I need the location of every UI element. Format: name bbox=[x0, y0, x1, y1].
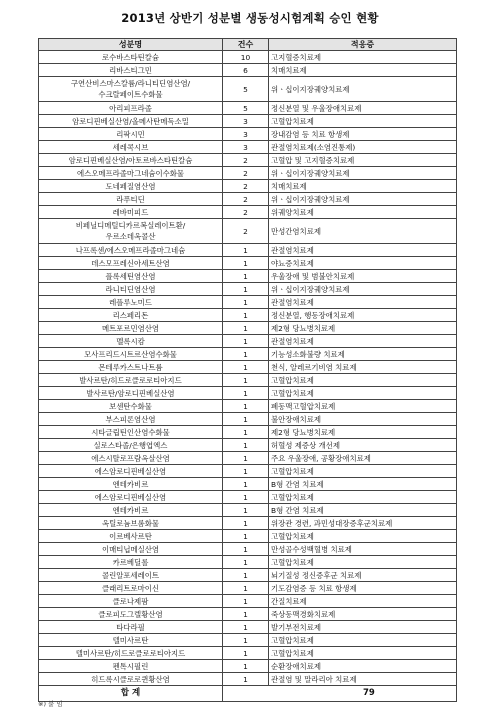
count-cell: 1 bbox=[223, 335, 269, 348]
table-row bbox=[39, 556, 457, 569]
count-cell: 1 bbox=[223, 400, 269, 413]
ingredient-cell: 플록세틴염산염 bbox=[39, 270, 223, 283]
ingredient-cell: 클로나제팜 bbox=[39, 595, 223, 608]
ingredient-cell: 에스암로디핀베실산염 bbox=[39, 491, 223, 504]
indication-cell: 고혈압치료제 bbox=[269, 374, 457, 387]
table-row bbox=[39, 660, 457, 673]
ingredient-cell: 구연산비스마스칼륨/라니티딘염산염/ 수크랄페이트수화물 bbox=[39, 77, 223, 102]
indication-cell: 정신분열, 행동장애치료제 bbox=[269, 309, 457, 322]
ingredient-cell: 몬테루카스트나트륨 bbox=[39, 361, 223, 374]
count-cell: 1 bbox=[223, 647, 269, 660]
total-row bbox=[39, 686, 457, 702]
count-cell: 1 bbox=[223, 374, 269, 387]
indication-cell: 위ㆍ십이지장궤양치료제 bbox=[269, 283, 457, 296]
footnote: ※) 붙 임 bbox=[38, 700, 63, 708]
ingredient-cell: 에스암로디핀베실산염 bbox=[39, 465, 223, 478]
indication-cell: B형 간염 치료제 bbox=[269, 478, 457, 491]
indication-cell: 관절염치료제(소염진통제) bbox=[269, 141, 457, 154]
table-row bbox=[39, 51, 457, 64]
count-cell: 1 bbox=[223, 283, 269, 296]
indication-cell: 뇌기질성 정신증후군 치료제 bbox=[269, 569, 457, 582]
count-cell: 1 bbox=[223, 608, 269, 621]
count-cell: 1 bbox=[223, 582, 269, 595]
count-cell: 1 bbox=[223, 270, 269, 283]
indication-cell: 고혈압치료제 bbox=[269, 465, 457, 478]
count-cell: 1 bbox=[223, 517, 269, 530]
count-cell: 1 bbox=[223, 361, 269, 374]
table-row bbox=[39, 361, 457, 374]
ingredient-cell: 에스오메프라졸마그네슘이수화물 bbox=[39, 167, 223, 180]
ingredient-cell: 시타글립틴인산염수화물 bbox=[39, 426, 223, 439]
table-row bbox=[39, 582, 457, 595]
indication-cell: 만성골수성백혈병 치료제 bbox=[269, 543, 457, 556]
ingredient-cell: 발사르탄/암로디핀베실산염 bbox=[39, 387, 223, 400]
count-cell: 1 bbox=[223, 595, 269, 608]
table-row bbox=[39, 465, 457, 478]
indication-cell: 순환장애치료제 bbox=[269, 660, 457, 673]
count-cell: 3 bbox=[223, 141, 269, 154]
table-row bbox=[39, 647, 457, 660]
table-row bbox=[39, 322, 457, 335]
ingredient-cell: 리팍시민 bbox=[39, 128, 223, 141]
ingredient-cell: 부스피론염산염 bbox=[39, 413, 223, 426]
table-row bbox=[39, 634, 457, 647]
table-row bbox=[39, 621, 457, 634]
ingredient-cell: 카르베딜롤 bbox=[39, 556, 223, 569]
ingredient-cell: 세레콕시브 bbox=[39, 141, 223, 154]
count-cell: 1 bbox=[223, 244, 269, 257]
table-row bbox=[39, 257, 457, 270]
count-cell: 1 bbox=[223, 465, 269, 478]
count-cell: 1 bbox=[223, 634, 269, 647]
table-row bbox=[39, 141, 457, 154]
table-row bbox=[39, 167, 457, 180]
count-cell: 2 bbox=[223, 154, 269, 167]
ingredient-cell: 엔테카비르 bbox=[39, 504, 223, 517]
count-cell: 1 bbox=[223, 569, 269, 582]
indication-cell: 고혈압 및 고지혈증치료제 bbox=[269, 154, 457, 167]
table-row bbox=[39, 673, 457, 686]
indication-cell: 위장관 경련, 과민성대장증후군치료제 bbox=[269, 517, 457, 530]
indication-cell: 제2형 당뇨병치료제 bbox=[269, 322, 457, 335]
indication-cell: 간질치료제 bbox=[269, 595, 457, 608]
table-row bbox=[39, 219, 457, 244]
table-row bbox=[39, 296, 457, 309]
ingredient-cell: 펜톡시필린 bbox=[39, 660, 223, 673]
table-row bbox=[39, 439, 457, 452]
table-row bbox=[39, 128, 457, 141]
ingredient-cell: 옥틸로늄브롬화물 bbox=[39, 517, 223, 530]
indication-cell: 고혈압치료제 bbox=[269, 115, 457, 128]
indication-cell: 기능성소화불량 치료제 bbox=[269, 348, 457, 361]
count-cell: 1 bbox=[223, 348, 269, 361]
table-row bbox=[39, 244, 457, 257]
count-cell: 1 bbox=[223, 530, 269, 543]
count-cell: 1 bbox=[223, 387, 269, 400]
indication-cell: 위ㆍ십이지장궤양치료제 bbox=[269, 77, 457, 102]
table-row bbox=[39, 491, 457, 504]
page-title: 2013년 상반기 성분별 생동성시험계획 승인 현황 bbox=[121, 11, 379, 25]
indication-cell: B형 간염 치료제 bbox=[269, 504, 457, 517]
count-cell: 1 bbox=[223, 621, 269, 634]
ingredient-cell: 텔미사르탄 bbox=[39, 634, 223, 647]
count-cell: 10 bbox=[223, 51, 269, 64]
indication-cell: 고혈압치료제 bbox=[269, 491, 457, 504]
ingredient-cell: 이르베사르탄 bbox=[39, 530, 223, 543]
count-cell: 1 bbox=[223, 439, 269, 452]
table-row bbox=[39, 400, 457, 413]
indication-cell: 위궤양치료제 bbox=[269, 206, 457, 219]
ingredient-cell: 클래리트로마이신 bbox=[39, 582, 223, 595]
table-row bbox=[39, 608, 457, 621]
table-row bbox=[39, 530, 457, 543]
ingredient-cell: 멜록시캄 bbox=[39, 335, 223, 348]
ingredient-cell: 발사르탄/히드로클로로티아지드 bbox=[39, 374, 223, 387]
table-row bbox=[39, 413, 457, 426]
header-ingredient: 성분명 bbox=[39, 39, 223, 51]
total-label: 합 계 bbox=[39, 686, 223, 702]
table-row bbox=[39, 206, 457, 219]
table-row bbox=[39, 270, 457, 283]
count-cell: 1 bbox=[223, 452, 269, 465]
indication-cell: 천식, 알레르기비염 치료제 bbox=[269, 361, 457, 374]
ingredient-cell: 클로피도그렐황산염 bbox=[39, 608, 223, 621]
count-cell: 1 bbox=[223, 504, 269, 517]
count-cell: 2 bbox=[223, 193, 269, 206]
total-value: 79 bbox=[223, 686, 457, 702]
ingredient-cell: 암로디핀베실산염/아토르바스타틴칼슘 bbox=[39, 154, 223, 167]
table-row bbox=[39, 452, 457, 465]
ingredient-cell: 나프록센/에스오메프라졸마그네슘 bbox=[39, 244, 223, 257]
count-cell: 1 bbox=[223, 426, 269, 439]
ingredient-cell: 모사프리드시트르산염수화물 bbox=[39, 348, 223, 361]
table-row bbox=[39, 115, 457, 128]
ingredient-cell: 데스모프레신아세트산염 bbox=[39, 257, 223, 270]
indication-cell: 정신분열 및 우울장애치료제 bbox=[269, 102, 457, 115]
count-cell: 1 bbox=[223, 660, 269, 673]
indication-cell: 장내감염 등 치료 항생제 bbox=[269, 128, 457, 141]
table-row bbox=[39, 77, 457, 102]
ingredient-cell: 도네페질염산염 bbox=[39, 180, 223, 193]
indication-cell: 허혈성 제증상 개선제 bbox=[269, 439, 457, 452]
table-row bbox=[39, 348, 457, 361]
table-row bbox=[39, 478, 457, 491]
ingredient-cell: 아리피프라졸 bbox=[39, 102, 223, 115]
table-row bbox=[39, 569, 457, 582]
indication-cell: 기도감염증 등 치료 항생제 bbox=[269, 582, 457, 595]
ingredient-cell: 콜린알포세레이트 bbox=[39, 569, 223, 582]
ingredient-cell: 라니티딘염산염 bbox=[39, 283, 223, 296]
count-cell: 1 bbox=[223, 543, 269, 556]
indication-cell: 치매치료제 bbox=[269, 180, 457, 193]
indication-cell: 위ㆍ십이지장궤양치료제 bbox=[269, 167, 457, 180]
indication-cell: 불안장애치료제 bbox=[269, 413, 457, 426]
table-row bbox=[39, 335, 457, 348]
ingredient-cell: 엔테카비르 bbox=[39, 478, 223, 491]
ingredient-cell: 리바스티그민 bbox=[39, 64, 223, 77]
table-row bbox=[39, 426, 457, 439]
table-row bbox=[39, 543, 457, 556]
indication-cell: 제2형 당뇨병치료제 bbox=[269, 426, 457, 439]
count-cell: 1 bbox=[223, 478, 269, 491]
count-cell: 1 bbox=[223, 673, 269, 686]
indication-cell: 고혈압치료제 bbox=[269, 387, 457, 400]
indication-cell: 우울장애 및 범불안치료제 bbox=[269, 270, 457, 283]
ingredient-cell: 암로디핀베실산염/올메사탄메독소밀 bbox=[39, 115, 223, 128]
ingredient-cell: 텔미사르탄/히드로클로로티아지드 bbox=[39, 647, 223, 660]
indication-cell: 관절염 및 말라리아 치료제 bbox=[269, 673, 457, 686]
count-cell: 1 bbox=[223, 413, 269, 426]
indication-cell: 발기부전치료제 bbox=[269, 621, 457, 634]
count-cell: 2 bbox=[223, 180, 269, 193]
ingredient-cell: 라푸티딘 bbox=[39, 193, 223, 206]
table-row bbox=[39, 154, 457, 167]
count-cell: 1 bbox=[223, 491, 269, 504]
count-cell: 6 bbox=[223, 64, 269, 77]
indication-cell: 고혈압치료제 bbox=[269, 634, 457, 647]
ingredient-cell: 타다라필 bbox=[39, 621, 223, 634]
table-row bbox=[39, 595, 457, 608]
indication-cell: 고지혈증치료제 bbox=[269, 51, 457, 64]
table-row bbox=[39, 309, 457, 322]
count-cell: 5 bbox=[223, 77, 269, 102]
ingredient-cell: 메트포르민염산염 bbox=[39, 322, 223, 335]
ingredient-cell: 이매티닙메실산염 bbox=[39, 543, 223, 556]
table-row bbox=[39, 374, 457, 387]
count-cell: 3 bbox=[223, 128, 269, 141]
indication-cell: 관절염치료제 bbox=[269, 244, 457, 257]
ingredient-cell: 보센탄수화물 bbox=[39, 400, 223, 413]
table-row bbox=[39, 504, 457, 517]
ingredient-cell: 실로스타졸/은행엽엑스 bbox=[39, 439, 223, 452]
indication-cell: 죽상동맥경화치료제 bbox=[269, 608, 457, 621]
indication-cell: 고혈압치료제 bbox=[269, 556, 457, 569]
ingredient-cell: 레플루노미드 bbox=[39, 296, 223, 309]
count-cell: 2 bbox=[223, 167, 269, 180]
indication-cell: 관절염치료제 bbox=[269, 335, 457, 348]
ingredient-cell: 에스시탈로프람옥살산염 bbox=[39, 452, 223, 465]
count-cell: 1 bbox=[223, 556, 269, 569]
count-cell: 3 bbox=[223, 115, 269, 128]
ingredient-cell: 레바미피드 bbox=[39, 206, 223, 219]
ingredient-cell: 히드록시클로로퀸황산염 bbox=[39, 673, 223, 686]
table-row bbox=[39, 102, 457, 115]
indication-cell: 치매치료제 bbox=[269, 64, 457, 77]
table-row bbox=[39, 517, 457, 530]
indication-cell: 고혈압치료제 bbox=[269, 530, 457, 543]
indication-cell: 관절염치료제 bbox=[269, 296, 457, 309]
count-cell: 1 bbox=[223, 257, 269, 270]
approval-table bbox=[38, 38, 457, 702]
indication-cell: 야뇨증치료제 bbox=[269, 257, 457, 270]
count-cell: 1 bbox=[223, 322, 269, 335]
table-row bbox=[39, 193, 457, 206]
indication-cell: 위ㆍ십이지장궤양치료제 bbox=[269, 193, 457, 206]
indication-cell: 만성간염치료제 bbox=[269, 219, 457, 244]
count-cell: 5 bbox=[223, 102, 269, 115]
table-row bbox=[39, 283, 457, 296]
header-row bbox=[39, 39, 457, 51]
header-indication: 적응증 bbox=[269, 39, 457, 51]
count-cell: 1 bbox=[223, 296, 269, 309]
indication-cell: 주요 우울장애, 공황장애치료제 bbox=[269, 452, 457, 465]
header-count: 건수 bbox=[223, 39, 269, 51]
count-cell: 2 bbox=[223, 219, 269, 244]
count-cell: 1 bbox=[223, 309, 269, 322]
table-row bbox=[39, 387, 457, 400]
table-row bbox=[39, 180, 457, 193]
ingredient-cell: 리스페리돈 bbox=[39, 309, 223, 322]
indication-cell: 폐동맥고혈압치료제 bbox=[269, 400, 457, 413]
table-row bbox=[39, 64, 457, 77]
ingredient-cell: 로수바스타틴칼슘 bbox=[39, 51, 223, 64]
count-cell: 2 bbox=[223, 206, 269, 219]
ingredient-cell: 비페닐디메틸디카르복실레이트환/ 우르소데옥콜산 bbox=[39, 219, 223, 244]
indication-cell: 고혈압치료제 bbox=[269, 647, 457, 660]
